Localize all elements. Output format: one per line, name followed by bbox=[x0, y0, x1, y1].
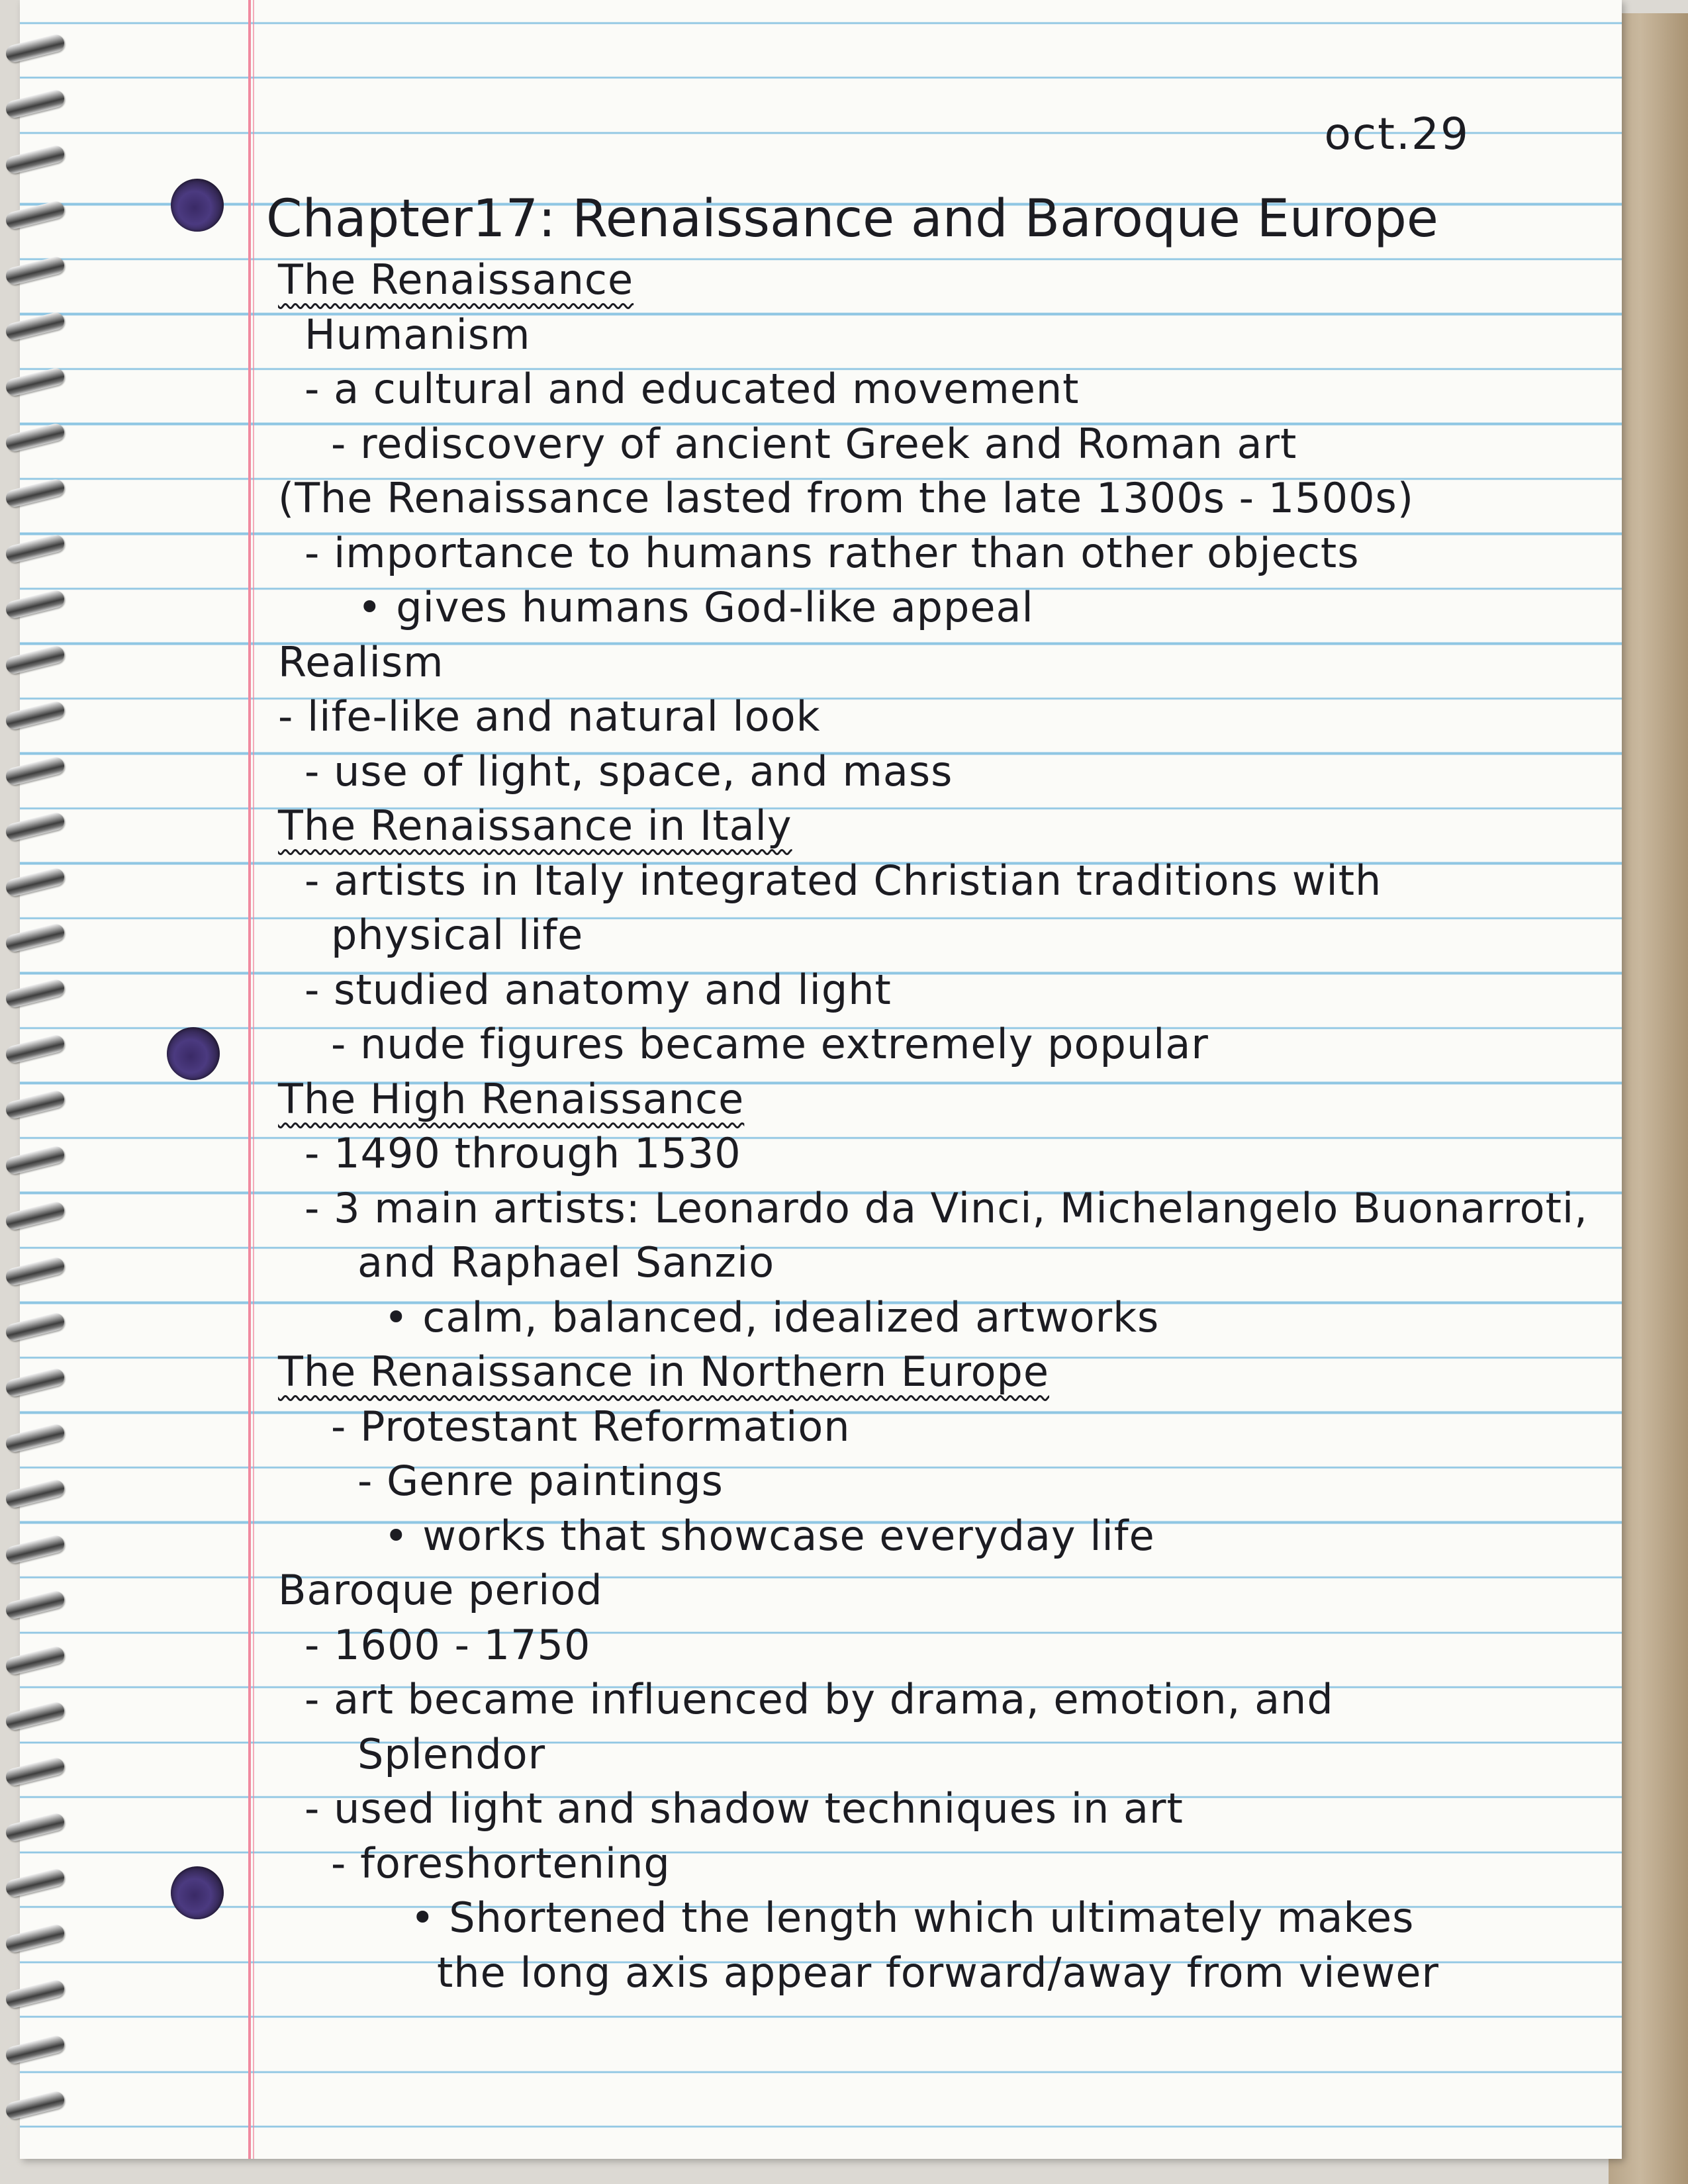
spiral-coil bbox=[4, 1200, 66, 1231]
note-line: Realism bbox=[278, 638, 444, 686]
note-line: Baroque period bbox=[278, 1566, 603, 1614]
spiral-coil bbox=[4, 88, 66, 119]
binder-hole-top bbox=[171, 179, 224, 232]
spiral-coil bbox=[4, 1255, 66, 1287]
spiral-coil bbox=[4, 2034, 66, 2065]
spiral-coil bbox=[4, 700, 66, 731]
spiral-coil bbox=[4, 1756, 66, 1787]
note-line: - nude figures became extremely popular bbox=[331, 1020, 1209, 1068]
spiral-coil bbox=[4, 1811, 66, 1843]
spiral-coil bbox=[4, 1033, 66, 1064]
spiral-coil bbox=[4, 310, 66, 341]
note-line: - a cultural and educated movement bbox=[305, 365, 1080, 413]
note-line: - artists in Italy integrated Christian traditions with bbox=[305, 856, 1382, 905]
section-heading: The Renaissance in Italy bbox=[278, 801, 792, 850]
note-line: and Raphael Sanzio bbox=[357, 1238, 775, 1287]
spiral-coil bbox=[4, 1700, 66, 1731]
note-line: - 1490 through 1530 bbox=[305, 1129, 741, 1177]
spiral-coil bbox=[4, 477, 66, 508]
note-line: (The Renaissance lasted from the late 1300s - 1500s) bbox=[278, 474, 1415, 522]
spiral-coil bbox=[4, 1589, 66, 1620]
section-heading: The High Renaissance bbox=[278, 1075, 745, 1123]
spiral-coil bbox=[4, 1978, 66, 2009]
spiral-coil bbox=[4, 255, 66, 286]
chapter-title: Chapter17: Renaissance and Baroque Europe bbox=[266, 189, 1438, 249]
spiral-coil bbox=[4, 1533, 66, 1565]
note-line: - used light and shadow techniques in art bbox=[305, 1784, 1184, 1833]
note-line: the long axis appear forward/away from viewer bbox=[437, 1948, 1440, 1997]
spiral-coil bbox=[4, 866, 66, 897]
note-line: - foreshortening bbox=[331, 1839, 671, 1888]
spiral-coil bbox=[4, 978, 66, 1009]
spiral-coil bbox=[4, 2089, 66, 2120]
note-line: - Genre paintings bbox=[357, 1457, 724, 1505]
spiral-coil bbox=[4, 1311, 66, 1342]
note-line: • gives humans God-like appeal bbox=[357, 583, 1034, 631]
note-line: • Shortened the length which ultimately makes bbox=[410, 1893, 1415, 1942]
spiral-coil bbox=[4, 366, 66, 397]
spiral-coil bbox=[4, 1478, 66, 1509]
spiral-coil bbox=[4, 1422, 66, 1453]
spiral-coil bbox=[4, 588, 66, 619]
margin-line-shadow bbox=[253, 0, 254, 2159]
spiral-binding bbox=[0, 0, 73, 2184]
spiral-coil bbox=[4, 199, 66, 230]
note-line: • calm, balanced, idealized artworks bbox=[384, 1293, 1160, 1342]
spiral-coil bbox=[4, 1367, 66, 1398]
binder-hole-bottom bbox=[171, 1866, 224, 1919]
note-line: - importance to humans rather than other objects bbox=[305, 529, 1360, 577]
spiral-coil bbox=[4, 811, 66, 842]
section-heading: The Renaissance bbox=[278, 255, 634, 304]
note-line: Splendor bbox=[357, 1730, 546, 1778]
section-heading: The Renaissance in Northern Europe bbox=[278, 1347, 1050, 1396]
spiral-coil bbox=[4, 1645, 66, 1676]
spiral-coil bbox=[4, 144, 66, 175]
note-line: • works that showcase everyday life bbox=[384, 1512, 1155, 1560]
lined-paper bbox=[20, 0, 1622, 2159]
spiral-coil bbox=[4, 1867, 66, 1898]
note-line: - rediscovery of ancient Greek and Roman art bbox=[331, 420, 1297, 468]
note-line: physical life bbox=[331, 911, 584, 959]
margin-line bbox=[248, 0, 251, 2159]
spiral-coil bbox=[4, 922, 66, 953]
note-line: Humanism bbox=[305, 310, 531, 359]
spiral-coil bbox=[4, 1144, 66, 1175]
spiral-coil bbox=[4, 1089, 66, 1120]
spiral-coil bbox=[4, 422, 66, 453]
spiral-coil bbox=[4, 533, 66, 564]
note-line: - 3 main artists: Leonardo da Vinci, Michelangelo Buonarroti, bbox=[305, 1184, 1588, 1232]
note-line: - life-like and natural look bbox=[278, 692, 821, 741]
spiral-coil bbox=[4, 644, 66, 675]
note-date: oct.29 bbox=[1324, 109, 1470, 159]
spiral-coil bbox=[4, 1923, 66, 1954]
note-line: - Protestant Reformation bbox=[331, 1402, 851, 1451]
spiral-coil bbox=[4, 32, 66, 64]
note-line: - studied anatomy and light bbox=[305, 966, 892, 1014]
note-line: - art became influenced by drama, emotion, and bbox=[305, 1675, 1334, 1723]
spiral-coil bbox=[4, 755, 66, 786]
note-line: - 1600 - 1750 bbox=[305, 1621, 591, 1669]
note-line: - use of light, space, and mass bbox=[305, 747, 953, 796]
binder-hole-middle bbox=[167, 1027, 220, 1080]
